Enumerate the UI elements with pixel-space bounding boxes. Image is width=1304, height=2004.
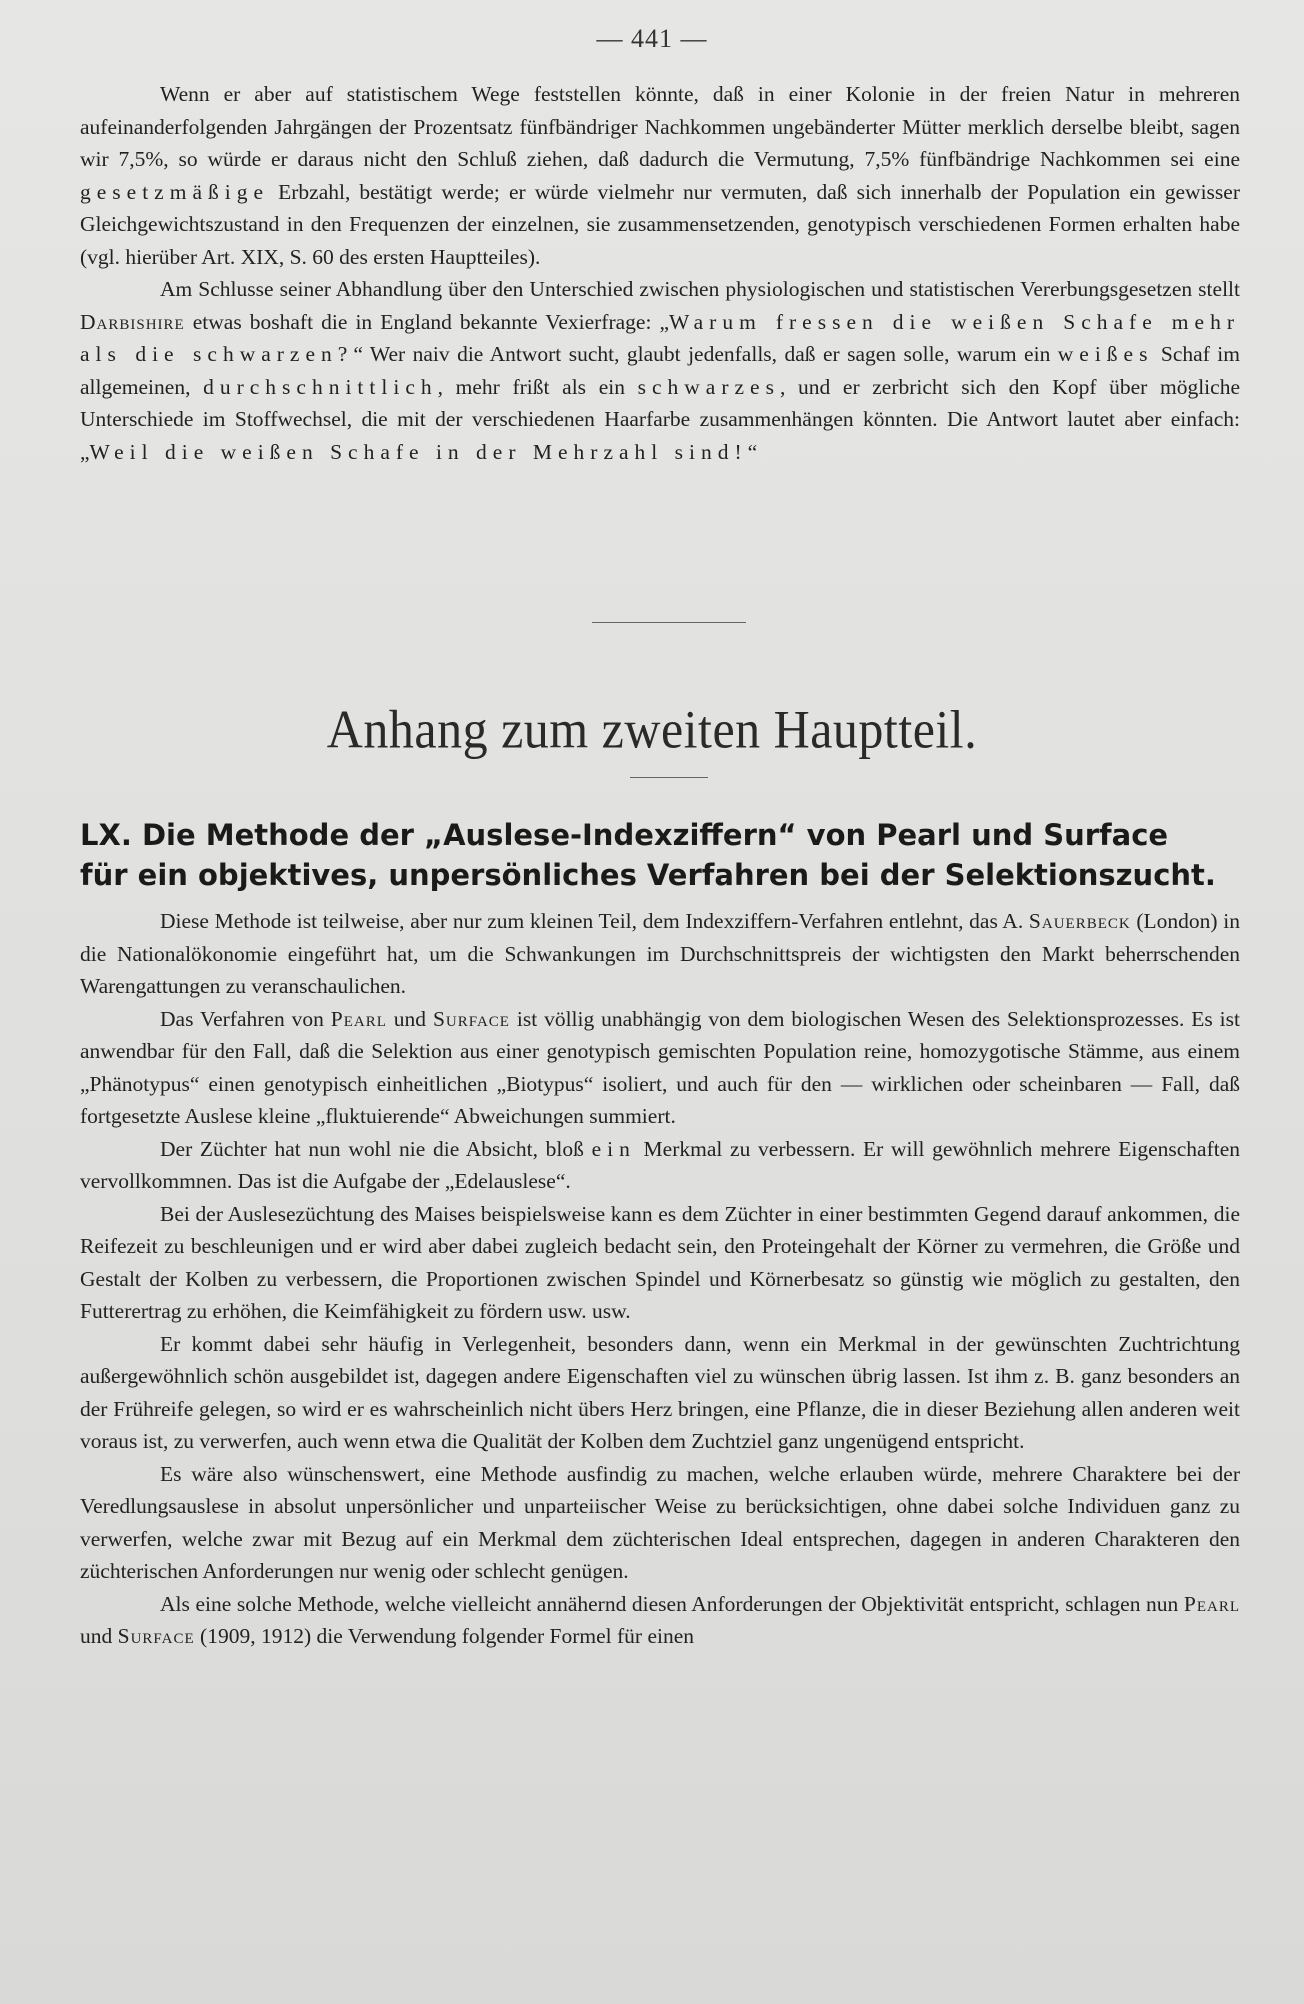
text-run: Es wäre also wünschenswert, eine Methode ausfindig zu machen, welche erlauben würde, mehrere Charaktere bei der Veredlungsauslese in absolut unpersönlicher und unparteiischer Weise zu berücksichtigen, ohne dabei solche Individuen ganz zu verwerfen, welche zwar mit Bezug auf ein Merkmal dem züchterischen Ideal entsprechen, dagegen in anderen Charakteren den züchterischen Anforderungen nur wenig oder schlecht genügen.: [80, 1461, 1240, 1583]
text-run: ist völlig unabhängig von dem biologischen Wesen des Selektionsprozesses. Es ist anwendbar für den Fall, daß die Selektion aus einer genotypisch gemischten Population reine, homozygotische Stämme, aus einem „Phänotypus“ einen genotypisch einheitlichen „Biotypus“ isoliert, und auch für den — wirklichen oder scheinbaren — Fall, daß fortgesetzte Auslese kleine „fluktuierende“ Abweichungen summiert.: [80, 1006, 1240, 1128]
author-name: Surface: [432, 1006, 510, 1031]
chapter-title: [80, 815, 1240, 895]
text-run: (1909, 1912) die Verwendung folgender Formel für einen: [194, 1624, 695, 1648]
text-run: Wenn er aber auf statistischem Wege feststellen könnte, daß in einer Kolonie in der freien Natur in mehreren aufeinanderfolgenden Jahrgängen der Prozentsatz fünfbändriger Nachkommen ungebänderter Mütter merklich derselbe bleibt, sagen wir 7,5%, so würde er daraus nicht den Schluß ziehen, daß dadurch die Vermutung, 7,5% fünfbändrige Nachkommen sei eine: [80, 82, 1240, 171]
text-run: etwas boshaft die in England bekannte Vexierfrage: „: [184, 309, 670, 334]
text-run: Schaf im allgemeinen,: [80, 342, 1240, 399]
text-run: und: [386, 1006, 433, 1031]
text-run: Erbzahl, bestätigt werde; er würde vielmehr nur vermuten, daß sich innerhalb der Population ein gewisser Gleichgewichtszustand in den Frequenzen der einzelnen, sie zusammensetzenden, genotypisch verschiedenen Formen erhalten habe (vgl. hierüber Art. XIX, S. 60 des ersten Hauptteiles).: [80, 179, 1240, 269]
text-run: “ Wer naiv die Antwort sucht, glaubt jedenfalls, daß er sagen solle, warum ein: [353, 342, 1058, 366]
author-name: Sauerbeck: [1028, 909, 1131, 933]
paragraph: [80, 1588, 1240, 1653]
text-run: (London) in die Nationalökonomie eingeführt hat, um die Schwankungen im Durchschnittspreis der wichtigsten den Markt beherrschenden Warengattungen zu veranschaulichen.: [80, 909, 1240, 998]
appendix-heading: Anhang zum zweiten Hauptteil.: [326, 698, 978, 760]
text-run: , und er zerbricht sich den Kopf über mögliche Unterschiede im Stoffwechsel, die mit der verschiedenen Haarfarbe zusammenhängen könnten. Die Antwort lautet aber einfach: „: [80, 374, 1240, 464]
chapter-title-line-2: für ein objektives, unpersönliches Verfahren bei der Selektionszucht.: [80, 858, 1216, 892]
text-run: Bei der Auslesezüchtung des Maises beispielsweise kann es dem Züchter in einer bestimmten Gegend darauf ankommen, die Reifezeit zu beschleunigen und er wird aber dabei zugleich bedacht sein, den Proteingehalt der Körner zu vermehren, die Größe und Gestalt der Kolben zu verbessern, die Proportionen zwischen Spindel und Körnerbesatz so günstig wie möglich zu gestalten, den Futterertrag zu erhöhen, die Keimfähigkeit zu fördern usw. usw.: [80, 1201, 1240, 1323]
page-number: — 441 —: [596, 24, 708, 53]
paragraph: [80, 1458, 1240, 1588]
text-run: und: [80, 1624, 118, 1648]
emphasis-text: weißes: [1057, 342, 1154, 366]
chapter-title-line-1: LX. Die Methode der „Auslese-Indexziffern“ von Pearl und Surface: [80, 818, 1169, 852]
emphasis-text: gesetzmäßige: [80, 179, 270, 204]
text-run: Das Verfahren von: [160, 1006, 331, 1031]
top-text-block: [80, 78, 1240, 468]
emphasis-text: Warum fressen die weißen Schafe mehr als die schwarzen?: [80, 309, 1240, 366]
text-run: Als eine solche Methode, welche vielleicht annähernd diesen Anforderungen der Objektivität entspricht, schlagen nun: [160, 1591, 1184, 1616]
text-run: Diese Methode ist teilweise, aber nur zum kleinen Teil, dem Indexziffern-Verfahren entlehnt, das A.: [160, 909, 1029, 933]
section-divider: [592, 622, 746, 623]
author-name: Darbishire: [80, 309, 185, 334]
author-name: Pearl: [330, 1006, 387, 1031]
author-name: Surface: [117, 1624, 195, 1648]
paragraph: [80, 1198, 1240, 1328]
paragraph: [80, 1003, 1240, 1133]
text-run: Merkmal zu verbessern. Er will gewöhnlich mehrere Eigenschaften vervollkommnen. Das ist die Aufgabe der „Edelauslese“.: [80, 1136, 1241, 1193]
emphasis-text: ein: [591, 1136, 636, 1161]
heading-underline: [630, 777, 708, 778]
chapter-body: [80, 905, 1240, 1653]
text-run: “: [747, 439, 758, 464]
emphasis-text: durchschnittlich: [203, 374, 438, 399]
paragraph: [80, 273, 1240, 468]
emphasis-text: Weil die weißen Schafe in der Mehrzahl sind!: [89, 439, 748, 464]
paragraph: [80, 1328, 1240, 1458]
author-name: Pearl: [1183, 1591, 1240, 1616]
paragraph: [80, 1133, 1240, 1198]
text-run: Am Schlusse seiner Abhandlung über den Unterschied zwischen physiologischen und statistischen Vererbungsgesetzen stellt: [160, 277, 1240, 301]
text-run: , mehr frißt als ein: [437, 374, 638, 399]
emphasis-text: schwarzes: [637, 374, 780, 399]
paragraph: [80, 78, 1240, 273]
text-run: Er kommt dabei sehr häufig in Verlegenheit, besonders dann, wenn ein Merkmal in der gewünschten Zuchtrichtung außergewöhnlich schön ausgebildet ist, dagegen andere Eigenschaften viel zu wünschen übrig lassen. Ist ihm z. B. ganz besonders an der Frühreife gelegen, so wird er es wahrscheinlich nicht übers Herz bringen, eine Pflanze, die in dieser Beziehung allen anderen weit voraus ist, zu verwerfen, auch wenn etwa die Qualität der Kolben dem Zuchtziel ganz ungenügend entspricht.: [80, 1331, 1240, 1453]
paragraph: [80, 905, 1240, 1003]
text-run: Der Züchter hat nun wohl nie die Absicht, bloß: [160, 1136, 592, 1161]
